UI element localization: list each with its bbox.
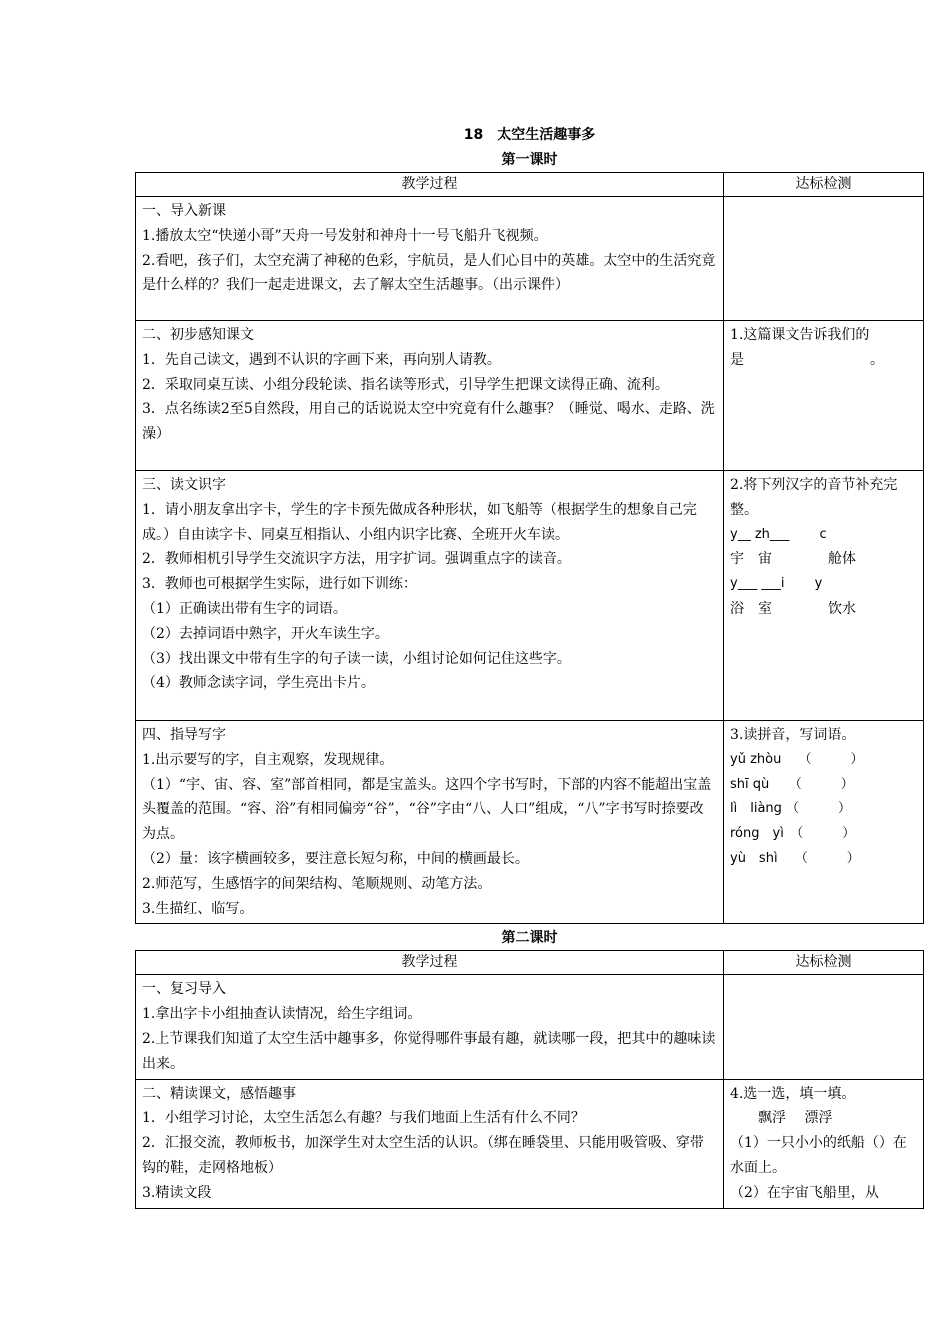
process-line: 2.看吧，孩子们，太空充满了神秘的色彩，宇航员，是人们心目中的英雄。太空中的生活究竟是什么样的？我们一起走进课文，去了解太空生活趣事。（出示课件）	[142, 252, 716, 294]
process-line: 3.精读文段	[142, 1184, 212, 1201]
lesson2-table	[135, 950, 924, 1208]
lesson2-heading: 第二课时	[501, 930, 558, 947]
process-line: （1）“宇、宙、容、室”部首相同，都是宝盖头。这四个字书写时，下部的内容不能超出宝盖头覆盖的范围。“容、浴”有相同偏旁“谷”，“谷”字由“八、人口”组成，“八”字书写时捺要改为点。	[142, 776, 712, 843]
fill-sentence: （2）在宇宙飞船里，从	[730, 1184, 879, 1201]
check-cell	[724, 1079, 924, 1208]
pinyin-blank-line: y__ zh___ c	[730, 526, 827, 542]
lesson1-table	[135, 172, 924, 924]
process-line: （2）去掉词语中熟字，开火车读生字。	[142, 625, 389, 642]
process-line: 1.出示要写的字，自主观察，发现规律。	[142, 751, 394, 768]
process-line: 2．汇报交流，教师板书，加深学生对太空生活的认识。（绑在睡袋里、只能用吸管吸、穿带钩的鞋，走网格地板）	[142, 1135, 704, 1176]
lesson1-heading: 第一课时	[501, 152, 558, 168]
fill-sentence: （1）一只小小的纸船（）在水面上。	[730, 1135, 907, 1176]
section-heading: 四、指导写字	[142, 727, 226, 743]
process-line: 2．采取同桌互读、小组分段轮读、指名读等形式，引导学生把课文读得正确、流利。	[142, 376, 669, 393]
check-cell	[724, 721, 924, 924]
table-row	[136, 197, 924, 321]
lesson2-col-check: 达标检测	[724, 951, 924, 975]
hanzi-line: 浴 室 饮水	[730, 600, 856, 617]
section-heading: 一、复习导入	[142, 981, 226, 998]
process-line: 1．小组学习讨论，太空生活怎么有趣？与我们地面上生活有什么不同？	[142, 1110, 585, 1127]
section-heading: 二、精读课文，感悟趣事	[142, 1085, 296, 1102]
table-row	[136, 721, 924, 924]
process-line: 1．先自己读文，遇到不认识的字画下来，再向别人请教。	[142, 351, 501, 368]
document-page	[135, 122, 924, 1209]
check-cell	[724, 197, 924, 321]
check-cell	[724, 975, 924, 1079]
pinyin-item: yù shì （ ）	[730, 850, 860, 866]
table-row	[136, 975, 924, 1079]
word-choices: 飘浮 漂浮	[730, 1110, 833, 1127]
section-heading: 一、导入新课	[142, 203, 226, 219]
process-line: 1．请小朋友拿出字卡，学生的字卡预先做成各种形状，如飞船等（根据学生的想象自己完成。）自由读字卡、同桌互相指认、小组内识字比赛、全班开火车读。	[142, 501, 697, 543]
process-line: 3．教师也可根据学生实际，进行如下训练：	[142, 576, 417, 593]
process-cell	[136, 321, 724, 471]
process-line: （2）量：该字横画较多，要注意长短匀称，中间的横画最长。	[142, 850, 529, 867]
process-line: 1.拿出字卡小组抽查认读情况，给生字组词。	[142, 1006, 422, 1023]
process-cell	[136, 721, 724, 924]
check-question: 2.将下列汉字的音节补充完整。	[730, 477, 898, 518]
process-line: 1.播放太空“快递小哥”天舟一号发射和神舟十一号飞船升飞视频。	[142, 227, 548, 244]
check-cell	[724, 321, 924, 471]
check-question: 3.读拼音，写词语。	[730, 727, 856, 743]
process-line: 3．点名练读2至5自然段，用自己的话说说太空中究竟有什么趣事？（睡觉、喝水、走路、洗澡）	[142, 401, 715, 443]
table-row	[136, 1079, 924, 1208]
table-row	[136, 471, 924, 721]
process-line: 3.生描红、临写。	[142, 900, 254, 917]
lesson2-col-process: 教学过程	[136, 951, 724, 975]
lesson1-col-check: 达标检测	[724, 173, 924, 197]
pinyin-item: lì liàng （ ）	[730, 801, 852, 817]
process-line: 2.上节课我们知道了太空生活中趣事多，你觉得哪件事最有趣，就读哪一段，把其中的趣味读出来。	[142, 1030, 716, 1072]
process-line: 2．教师相机引导学生交流识字方法，用字扩词。强调重点字的读音。	[142, 551, 571, 568]
lesson1-col-process: 教学过程	[136, 173, 724, 197]
pinyin-item: yǔ zhòu （ ）	[730, 751, 864, 767]
process-line: （1）正确读出带有生字的词语。	[142, 600, 347, 617]
check-question: 1.这篇课文告诉我们的是 。	[730, 327, 884, 368]
document-title: 18 太空生活趣事多	[463, 127, 596, 143]
process-line: （4）教师念读字词，学生亮出卡片。	[142, 675, 375, 692]
pinyin-item: róng yì （ ）	[730, 826, 856, 842]
process-cell	[136, 1079, 724, 1208]
check-question: 4.选一选，填一填。	[730, 1085, 856, 1102]
table-row	[136, 321, 924, 471]
process-line: （3）找出课文中带有生字的句子读一读，小组讨论如何记住这些字。	[142, 650, 571, 667]
hanzi-line: 宇 宙 舱体	[730, 551, 856, 568]
process-line: 2.师范写，生感悟字的间架结构、笔顺规则、动笔方法。	[142, 875, 492, 892]
process-cell	[136, 975, 724, 1079]
process-cell	[136, 471, 724, 721]
pinyin-blank-line: y___ ___i y	[730, 576, 823, 592]
section-heading: 二、初步感知课文	[142, 327, 254, 343]
check-cell	[724, 471, 924, 721]
pinyin-item: shī qù （ ）	[730, 776, 854, 792]
section-heading: 三、读文识字	[142, 477, 226, 493]
process-cell	[136, 197, 724, 321]
